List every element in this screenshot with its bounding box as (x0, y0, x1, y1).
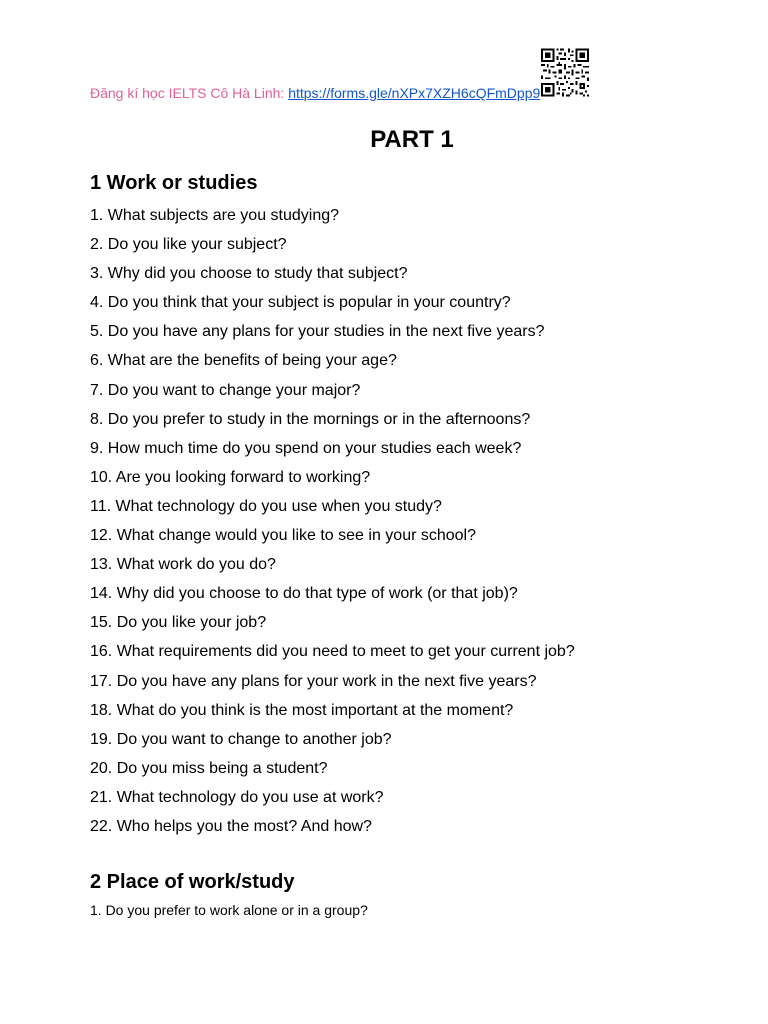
question-list-place-of-work-study (90, 900, 368, 920)
question-item: 6. What are the benefits of being your age? (90, 352, 397, 370)
question-list-work-or-studies (90, 205, 575, 845)
question-item: 20. Do you miss being a student? (90, 759, 328, 777)
question-item: 5. Do you have any plans for your studies in the next five years? (90, 323, 545, 341)
question-item: 1. What subjects are you studying? (90, 207, 340, 224)
question-item: 18. What do you think is the most important at the moment? (90, 701, 514, 719)
question-item: 12. What change would you like to see in your school? (90, 527, 477, 545)
section-heading-place-of-work-study: 2 Place of work/study (90, 871, 295, 893)
question-item: 21. What technology do you use at work? (90, 788, 384, 806)
question-item: 22. Who helps you the most? And how? (90, 817, 372, 835)
question-item: 4. Do you think that your subject is popular in your country? (90, 294, 511, 312)
question-item: 2. Do you like your subject? (90, 236, 287, 254)
registration-label: Đăng kí học IELTS Cô Hà Linh: (90, 85, 289, 101)
qr-code-icon (541, 47, 589, 98)
question-item: 14. Why did you choose to do that type of work (or that job)? (90, 585, 518, 603)
page-title: PART 1 (370, 126, 454, 153)
section-heading-work-or-studies: 1 Work or studies (90, 172, 258, 194)
question-item: 11. What technology do you use when you study? (90, 497, 442, 515)
question-item: 1. Do you prefer to work alone or in a group? (90, 902, 368, 918)
question-item: 9. How much time do you spend on your studies each week? (90, 439, 522, 457)
registration-line (90, 85, 540, 101)
question-item: 3. Why did you choose to study that subject? (90, 265, 408, 283)
question-item: 19. Do you want to change to another job? (90, 730, 392, 748)
question-item: 17. Do you have any plans for your work in the next five years? (90, 672, 537, 690)
question-item: 13. What work do you do? (90, 556, 276, 574)
question-item: 7. Do you want to change your major? (90, 381, 361, 399)
question-item: 16. What requirements did you need to meet to get your current job? (90, 643, 575, 661)
question-item: 8. Do you prefer to study in the mornings or in the afternoons? (90, 410, 531, 428)
question-item: 10. Are you looking forward to working? (90, 468, 371, 486)
registration-form-link[interactable]: https://forms.gle/nXPx7XZH6cQFmDpp9 (288, 85, 541, 101)
question-item: 15. Do you like your job? (90, 614, 267, 632)
